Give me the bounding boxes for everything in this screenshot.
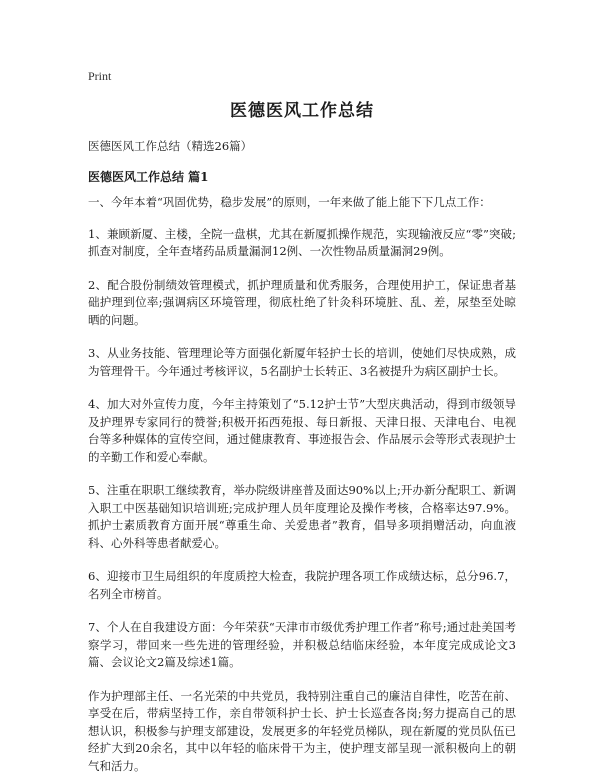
section-heading: 医德医风工作总结 篇1 (88, 170, 209, 184)
document-subtitle: 医德医风工作总结（精选26篇） (88, 139, 253, 153)
paragraph-item-6: 6、迎接市卫生局组织的年度质控大检查，我院护理各项工作成绩达标，总分96.7，名列全市榜首。 (88, 569, 516, 601)
print-label[interactable]: Print (88, 69, 112, 83)
paragraph-item-4: 4、加大对外宣传力度，今年主持策划了“5.12护士节”大型庆典活动，得到市级领导及护理界专家同行的赞誉;积极开拓西苑报、每日新报、天津日报、天津电台、电视台等多种媒体的宣传空间，通过健康教育、事迹报告会、作品展示会等形式表现护士的辛勤工作和爱心奉献。 (88, 397, 516, 464)
paragraph-item-1: 1、兼顾新厦、主楼，全院一盘棋，尤其在新厦抓操作规范，实现输液反应“零”突破;抓查对制度，全年查堵药品质量漏洞12例、一次性物品质量漏洞29例。 (88, 226, 516, 258)
paragraph-closing: 作为护理部主任、一名光荣的中共党员，我特别注重自己的廉洁自律性，吃苦在前、享受在后，带病坚持工作，亲自带领科护士长、护士长巡查各岗;努力提高自己的思想认识，积极参与护理支部建设，发展更多的年轻党员梯队，现在新厦的党员队伍已经扩大到20余名，其中以年轻的临床骨干为主，使护理支部呈现一派积极向上的朝气和活力。 (88, 688, 516, 773)
paragraph-item-2: 2、配合股份制绩效管理模式，抓护理质量和优秀服务，合理使用护工，保证患者基础护理到位率;强调病区环境管理，彻底杜绝了针灸科环境脏、乱、差，尿垫至处晾晒的问题。 (88, 277, 516, 327)
page-title: 医德医风工作总结 (230, 101, 374, 121)
paragraph-item-7: 7、个人在自我建设方面：今年荣获“天津市市级优秀护理工作者”称号;通过赴美国考察学习，带回来一些先进的管理经验，并积极总结临床经验，本年度完成成论文3篇、会议论文2篇及综述1篇。 (88, 620, 516, 669)
paragraph-intro: 一、今年本着“巩固优势，稳步发展”的原则，一年来做了能上能下下几点工作： (88, 195, 491, 209)
paragraph-item-5: 5、注重在职职工继续教育，举办院级讲座普及面达90%以上;开办新分配职工、新调入职工中医基础知识培训班;完成护理人员年度理论及操作考核，合格率达97.9%。抓护士素质教育方面开展“尊重生命、关爱患者”教育，倡导多项捐赠活动，向血液科、心外科等患者献爱心。 (88, 483, 516, 550)
paragraph-item-3: 3、从业务技能、管理理论等方面强化新厦年轻护士长的培训，使她们尽快成熟，成为管理骨干。今年通过考核评议，5名副护士长转正、3名被提升为病区副护士长。 (88, 346, 516, 378)
